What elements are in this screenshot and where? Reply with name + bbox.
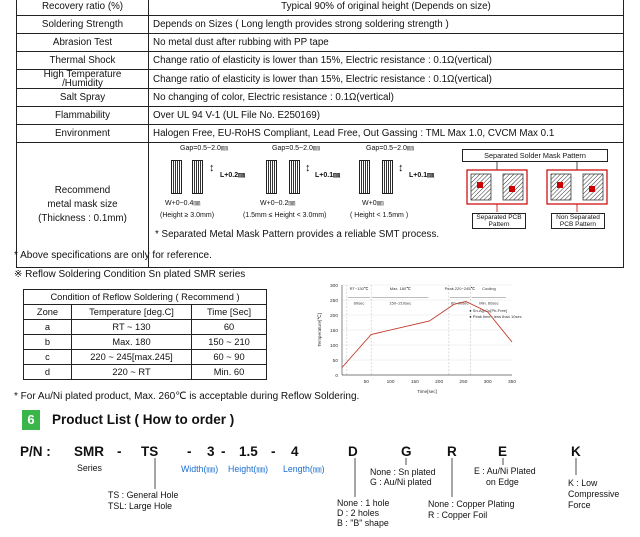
x-tick-label: 50 — [363, 380, 369, 385]
plating-desc: G : Au/Ni plated — [370, 477, 432, 487]
pn-code-hole: D — [348, 444, 358, 459]
table-row — [17, 107, 624, 125]
gap-label: Gap=0.5~2.0㎜ — [366, 145, 414, 152]
table-cell: Min. 60 — [192, 365, 267, 380]
column-header: Zone — [24, 305, 72, 320]
height-condition: (1.5mm ≤ Height < 3.0mm) — [243, 212, 327, 219]
mask-pad-shape — [266, 160, 277, 194]
reflow-table-title: Condition of Reflow Soldering ( Recommend ) — [24, 290, 267, 305]
mask-pad-shape — [171, 160, 182, 194]
table-header-row — [24, 305, 267, 320]
edge-desc: on Edge — [486, 477, 519, 487]
hole-desc: D : 2 holes — [337, 508, 380, 518]
table-row — [17, 89, 624, 107]
table-cell: RT ~ 130 — [72, 320, 192, 335]
section-number-badge: 6 — [22, 410, 40, 430]
edge-desc: E : Au/Ni Plated — [474, 466, 536, 476]
pn-code-width: 3 — [207, 444, 215, 459]
length-label: L+0.1㎜ — [315, 172, 341, 179]
spec-label: Recovery ratio (%) — [17, 0, 149, 16]
table-row — [24, 365, 267, 380]
table-row — [24, 350, 267, 365]
arrow-icon: ↕ — [209, 162, 215, 174]
table-cell: a — [24, 320, 72, 335]
mask-label — [17, 143, 149, 268]
ts-desc: TS : General Hole — [108, 490, 179, 500]
legend-entry: ● Sn-Ag-Cu[Pb-Free] — [469, 308, 508, 313]
mask-label-line: (Thickness : 0.1mm) — [38, 213, 127, 224]
table-cell: 60 — [192, 320, 267, 335]
arrow-icon: ↕ — [305, 162, 311, 174]
au-ni-note: * For Au/Ni plated product, Max. 260℃ is acceptable during Reflow Soldering. — [14, 391, 360, 402]
spec-value: Depends on Sizes ( Long length provides strong soldering strength ) — [149, 16, 624, 34]
spec-label: Flammability — [17, 107, 149, 125]
reflow-chart — [312, 280, 612, 398]
table-cell: 150 ~ 210 — [192, 335, 267, 350]
height-condition: (Height ≥ 3.0mm) — [160, 212, 215, 219]
tsl-desc: TSL: Large Hole — [108, 501, 173, 511]
copper-desc: None : Copper Plating — [428, 499, 515, 509]
table-row — [24, 335, 267, 350]
y-tick-label: 100 — [329, 344, 338, 349]
spec-label: Abrasion Test — [17, 34, 149, 52]
spec-value: Over UL 94 V-1 (UL File No. E250169) — [149, 107, 624, 125]
table-cell: Max. 180 — [72, 335, 192, 350]
force-desc: K : Low — [568, 478, 598, 488]
width-label: Width(㎜) — [181, 464, 219, 474]
width-label: W+0㎜ — [362, 200, 384, 207]
table-cell: 220 ~ RT — [72, 365, 192, 380]
reference-note: * Above specifications are only for reference. — [14, 250, 212, 261]
table-row — [17, 0, 624, 16]
zone-top-label: Max. 180℃ — [389, 286, 411, 291]
force-desc: Compressive — [568, 489, 620, 499]
solder-mask-title: Separated Solder Mask Pattern — [462, 149, 608, 162]
x-tick-label: 150 — [410, 380, 419, 385]
y-tick-label: 200 — [329, 314, 338, 319]
x-tick-label: 100 — [386, 380, 395, 385]
zone-bottom-label: Min. 60sec — [479, 300, 499, 306]
height-label: Height(㎜) — [228, 464, 269, 474]
table-row — [17, 125, 624, 143]
mask-pad-shape — [192, 160, 203, 194]
arrow-icon: ↕ — [398, 162, 404, 174]
series-label: Series — [77, 463, 102, 473]
y-tick-label: 250 — [329, 299, 338, 304]
spec-value: Halogen Free, EU-RoHS Compliant, Lead Free, Out Gassing : TML Max 1.0, CVCM Max 0.1 — [149, 125, 624, 143]
y-tick-label: 300 — [329, 284, 338, 289]
x-axis-label: Time[sec] — [417, 389, 437, 394]
spec-value: Change ratio of elasticity is lower than 15%, Electric resistance : 0.1Ω(vertical) — [149, 52, 624, 70]
y-axis-label: Temperature[℃] — [317, 313, 322, 347]
x-tick-label: 200 — [435, 380, 444, 385]
spec-label: High Temperature /Humidity — [17, 70, 149, 89]
length-label: L+0.1㎜ — [409, 172, 435, 179]
mask-pad-shape — [289, 160, 300, 194]
x-tick-label: 350 — [507, 380, 517, 385]
section-title: Product List ( How to order ) — [52, 412, 235, 427]
length-label: Length(㎜) — [283, 464, 325, 474]
y-tick-label: 0 — [335, 374, 338, 379]
legend-entry: ● Peak time : less than 10sec — [469, 314, 522, 319]
y-tick-label: 150 — [329, 329, 338, 334]
spec-value: No changing of color, Electric resistance : 0.1Ω(vertical) — [149, 89, 624, 107]
pn-code-copper: R — [447, 444, 457, 459]
table-cell: 220 ~ 245[max.245] — [72, 350, 192, 365]
mask-label-line: metal mask size — [47, 199, 118, 210]
table-cell: d — [24, 365, 72, 380]
chart-grid — [342, 285, 512, 375]
force-desc: Force — [568, 500, 591, 510]
table-row — [24, 290, 267, 305]
zone-top-label: Peak 220~245℃ — [444, 286, 475, 291]
reflow-title: ※ Reflow Soldering Condition Sn plated SMR series — [14, 269, 246, 280]
table-row — [17, 16, 624, 34]
zone-bottom-label: 150~210sec — [389, 300, 412, 306]
spec-value: No metal dust after rubbing with PP tape — [149, 34, 624, 52]
spec-label: Thermal Shock — [17, 52, 149, 70]
pn-separator: - — [221, 444, 226, 459]
spec-label: Environment — [17, 125, 149, 143]
spec-label: Salt Spray — [17, 89, 149, 107]
mask-pad-shape — [382, 160, 393, 194]
pn-code-plating: G — [401, 444, 412, 459]
mask-label-line: Recommend — [54, 185, 111, 196]
pn-code-series: SMR — [74, 444, 104, 459]
pn-code-edge: E — [498, 444, 508, 459]
pn-label: P/N : — [20, 444, 51, 459]
reflow-table — [23, 289, 267, 380]
zone-top-label: Cooling — [482, 286, 496, 291]
non-separated-pcb-label: Non Separated PCB Pattern — [551, 213, 605, 229]
width-label: W+0~0.2㎜ — [260, 200, 296, 207]
column-header: Temperature [deg.C] — [72, 305, 192, 320]
spec-table — [16, 0, 624, 268]
mask-note: * Separated Metal Mask Pattern provides a reliable SMT process. — [155, 229, 440, 240]
zone-bottom-label: 60~90sec — [451, 300, 469, 306]
hole-desc: B : "B" shape — [337, 518, 389, 528]
column-header: Time [Sec] — [192, 305, 267, 320]
zone-bottom-label: 60sec — [353, 300, 365, 306]
pn-code-hole-type: TS — [141, 444, 159, 459]
spec-value: Change ratio of elasticity is lower than 15%, Electric resistance : 0.1Ω(vertical) — [149, 70, 624, 89]
gap-label: Gap=0.5~2.0㎜ — [180, 145, 228, 152]
table-row — [17, 52, 624, 70]
x-tick-label: 250 — [459, 380, 468, 385]
table-cell: b — [24, 335, 72, 350]
x-tick-label: 300 — [483, 380, 492, 385]
plating-desc: None : Sn plated — [370, 467, 436, 477]
pn-code-force: K — [571, 444, 581, 459]
table-row — [17, 70, 624, 89]
chart-legend — [469, 308, 521, 319]
copper-desc: R : Copper Foil — [428, 510, 488, 520]
gap-label: Gap=0.5~2.0㎜ — [272, 145, 320, 152]
pn-separator: - — [187, 444, 192, 459]
y-tick-label: 50 — [332, 359, 338, 364]
pn-separator: - — [271, 444, 276, 459]
spec-label: Soldering Strength — [17, 16, 149, 34]
mask-pad-shape — [359, 160, 370, 194]
pn-separator: - — [117, 444, 122, 459]
table-row — [24, 320, 267, 335]
length-label: L+0.2㎜ — [220, 172, 246, 179]
zone-top-label: RT~130℃ — [349, 286, 369, 291]
hole-desc: None : 1 hole — [337, 498, 390, 508]
pn-code-height: 1.5 — [239, 444, 258, 459]
pn-code-length: 4 — [291, 444, 299, 459]
separated-pcb-label: Separated PCB Pattern — [472, 213, 526, 229]
spec-value: Typical 90% of original height (Depends on size) — [149, 0, 624, 16]
width-label: W+0~0.4㎜ — [165, 200, 201, 207]
table-cell: 60 ~ 90 — [192, 350, 267, 365]
table-row — [17, 34, 624, 52]
height-condition: ( Height < 1.5mm ) — [350, 212, 409, 219]
table-cell: c — [24, 350, 72, 365]
